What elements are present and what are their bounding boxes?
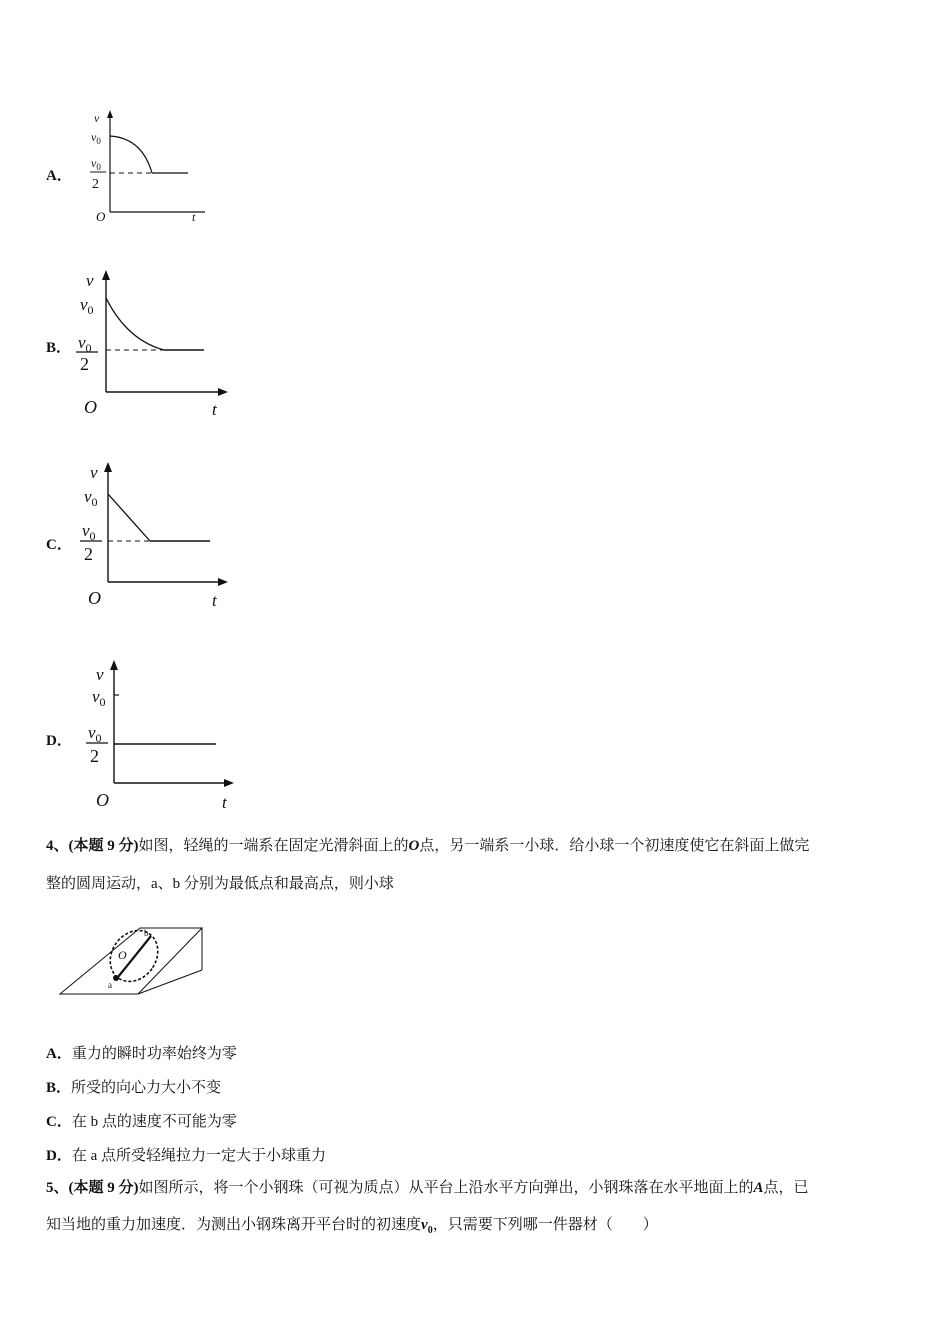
graph-b <box>72 268 232 420</box>
graph-c <box>78 460 238 612</box>
t-label: t <box>212 591 217 610</box>
q4-choice-a[interactable] <box>46 1042 237 1063</box>
t-label: t <box>212 400 217 419</box>
half-numerator: $v_0$ <box>78 333 92 355</box>
q5-number: 5、 <box>46 1180 69 1196</box>
half-denominator: 2 <box>92 177 99 192</box>
v-axis-arrow <box>102 270 110 280</box>
graph-a <box>80 108 210 228</box>
half-denominator: 2 <box>80 354 89 374</box>
q4-choice-b[interactable] <box>46 1076 221 1097</box>
velocity-curve <box>110 136 152 173</box>
q4-point-o: O <box>408 838 420 854</box>
half-numerator: $v_0$ <box>88 723 102 745</box>
t-label: t <box>222 793 227 812</box>
v0-label: $v_0$ <box>84 487 98 509</box>
q4-choice-c[interactable] <box>46 1110 237 1131</box>
v-axis-arrow <box>110 660 118 670</box>
choice-key: D． <box>46 1148 72 1164</box>
half-numerator: $v_0$ <box>91 156 101 172</box>
t-label: t <box>192 210 196 224</box>
velocity-curve <box>108 494 150 541</box>
q4-figure-incline <box>56 924 206 998</box>
half-numerator: $v_0$ <box>82 521 96 543</box>
option-c-label: C． <box>46 537 72 553</box>
origin-label: O <box>96 790 109 810</box>
graph-d <box>82 658 242 812</box>
half-denominator: 2 <box>84 544 93 564</box>
q5-text-a: 如图所示，将一个小钢珠（可视为质点）从平台上沿水平方向弹出，小钢珠落在水平地面上的 <box>138 1180 754 1196</box>
v-axis-arrow <box>107 110 113 118</box>
q5-point-a: A <box>753 1180 764 1196</box>
q4-text-b: 点，另一端系一小球．给小球一个初速度使它在斜面上做完 <box>419 838 810 854</box>
q4-text-a: 如图，轻绳的一端系在固定光滑斜面上的 <box>138 838 409 854</box>
option-b-label: B． <box>46 340 72 356</box>
choice-key: A． <box>46 1046 72 1062</box>
choice-text: 在 a 点所受轻绳拉力一定大于小球重力 <box>71 1148 327 1164</box>
t-axis-arrow <box>224 779 234 787</box>
v0-label: $v_0$ <box>91 130 101 146</box>
q4-line-2: 整的圆周运动，a、b 分别为最低点和最高点，则小球 <box>46 876 394 892</box>
q5-text-d: ，只需要下列哪一件器材（ ） <box>432 1217 658 1233</box>
v0-label: $v_0$ <box>80 295 94 317</box>
q5-points: (本题 9 分) <box>68 1180 139 1196</box>
point-a-label: a <box>108 980 112 990</box>
t-axis-arrow <box>218 388 228 396</box>
choice-key: C． <box>46 1114 72 1130</box>
v0-label: $v_0$ <box>92 687 106 709</box>
q5-v0: $v_0$ <box>421 1217 433 1236</box>
q4-number: 4、 <box>46 838 69 854</box>
velocity-curve <box>106 298 164 350</box>
v-label: v <box>90 463 98 482</box>
q4-choice-d[interactable] <box>46 1144 326 1165</box>
option-d-label: D． <box>46 733 72 749</box>
origin-label: O <box>96 209 106 224</box>
q4-line-1 <box>46 836 809 856</box>
choice-text: 重力的瞬时功率始终为零 <box>71 1046 237 1062</box>
point-b-label: b <box>144 928 149 938</box>
v-label: v <box>96 665 104 684</box>
q5-line-1 <box>46 1178 809 1198</box>
v-label: v <box>94 111 100 125</box>
q5-text-b: 点，已 <box>763 1180 809 1196</box>
q5-line-2 <box>46 1215 658 1241</box>
q5-text-c: 知当地的重力加速度．为测出小钢珠离开平台时的初速度 <box>46 1217 422 1233</box>
option-a-label: A． <box>46 168 72 184</box>
v-label: v <box>86 271 94 290</box>
choice-text: 在 b 点的速度不可能为零 <box>71 1114 237 1130</box>
q4-points: (本题 9 分) <box>68 838 139 854</box>
half-denominator: 2 <box>90 746 99 766</box>
point-o-label: O <box>118 948 127 962</box>
origin-label: O <box>84 397 97 417</box>
origin-label: O <box>88 588 101 608</box>
ball <box>113 975 119 981</box>
choice-text: 所受的向心力大小不变 <box>71 1080 222 1096</box>
choice-key: B． <box>46 1080 72 1096</box>
t-axis-arrow <box>218 578 228 586</box>
v-axis-arrow <box>104 462 112 472</box>
